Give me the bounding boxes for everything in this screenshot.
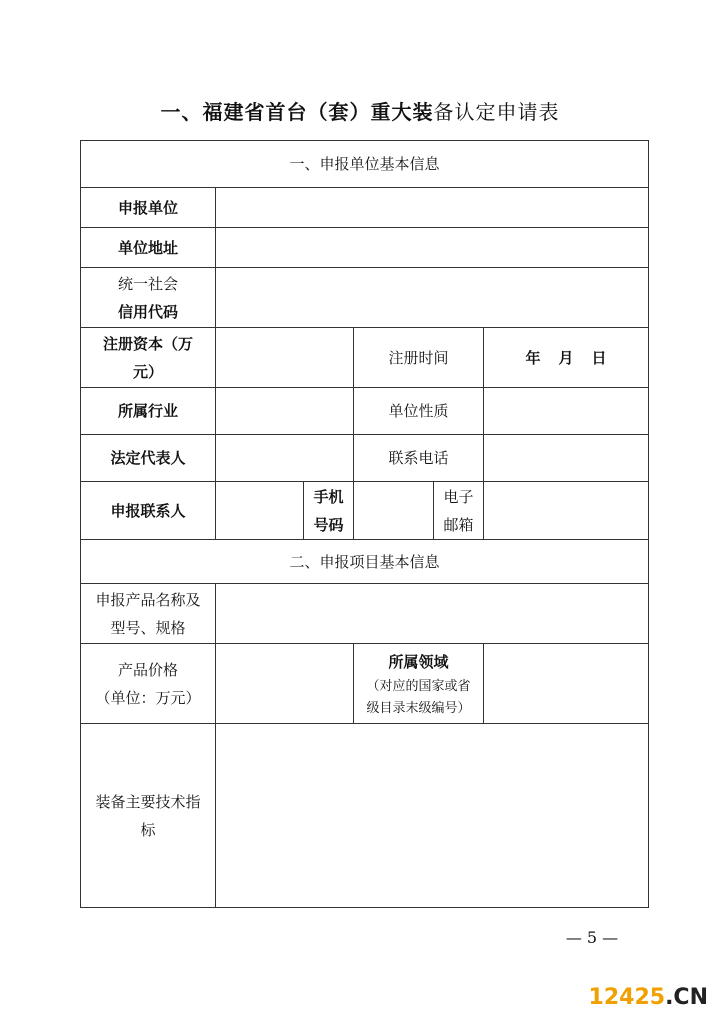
label-product-name-line1: 申报产品名称及 [95,590,201,609]
label-credit-code-line1: 统一社会 [117,274,178,293]
label-mobile-line2: 号码 [313,515,344,534]
section-project-info: 二、申报项目基本信息 [81,540,649,584]
label-credit-code-line2: 信用代码 [117,302,178,321]
label-unit-address: 单位地址 [81,228,216,268]
label-product-name [81,584,216,644]
date-month: 月 [558,348,574,367]
page-number: — 5 — [565,928,619,947]
label-email-line1: 电子 [443,487,474,506]
title-normal: 备认定申请表 [433,100,560,124]
label-registration-time: 注册时间 [354,328,484,388]
label-industry: 所属行业 [81,388,216,435]
field-contact-phone[interactable] [484,435,649,482]
label-price-line2: （单位：万元） [95,688,201,707]
label-mobile [304,482,354,540]
label-price-line1: 产品价格 [117,660,178,679]
field-tech-specs[interactable] [216,724,649,908]
field-email[interactable] [484,482,649,540]
watermark-logo [589,985,708,1010]
field-applicant-unit[interactable] [216,188,649,228]
label-credit-code [81,268,216,328]
label-contact-person: 申报联系人 [81,482,216,540]
application-form-table [80,140,649,908]
label-contact-phone: 联系电话 [354,435,484,482]
watermark-cn: .CN [665,985,708,1010]
label-registered-capital-line1: 注册资本（万 [102,334,193,353]
label-mobile-line1: 手机 [313,487,344,506]
label-field-line3: 级目录末级编号） [366,700,471,716]
label-tech-line1: 装备主要技术指 [95,792,201,811]
title-bold: 一、福建省首台（套）重大装 [160,100,434,124]
watermark-num: 12425 [588,985,666,1010]
field-registered-capital[interactable] [216,328,354,388]
section-basic-info: 一、申报单位基本信息 [81,141,649,188]
label-field-line1: 所属领域 [388,652,449,671]
label-field [354,644,484,724]
page-title [0,96,720,125]
field-unit-address[interactable] [216,228,649,268]
field-domain[interactable] [484,644,649,724]
label-email-line2: 邮箱 [443,515,474,534]
label-registered-capital-line2: 元） [132,362,163,381]
field-registration-date[interactable] [484,328,649,388]
date-year: 年 [525,348,541,367]
label-applicant-unit: 申报单位 [81,188,216,228]
label-legal-rep: 法定代表人 [81,435,216,482]
field-legal-rep[interactable] [216,435,354,482]
field-contact-person[interactable] [216,482,304,540]
field-mobile[interactable] [354,482,434,540]
date-day: 日 [591,348,607,367]
field-industry[interactable] [216,388,354,435]
field-unit-nature[interactable] [484,388,649,435]
field-credit-code[interactable] [216,268,649,328]
label-tech-line2: 标 [140,820,156,839]
field-product-name[interactable] [216,584,649,644]
label-registered-capital [81,328,216,388]
label-product-price [81,644,216,724]
label-unit-nature: 单位性质 [354,388,484,435]
label-tech-specs [81,724,216,908]
label-field-line2: （对应的国家或省 [366,678,471,694]
label-product-name-line2: 型号、规格 [110,618,186,637]
label-email [434,482,484,540]
field-product-price[interactable] [216,644,354,724]
